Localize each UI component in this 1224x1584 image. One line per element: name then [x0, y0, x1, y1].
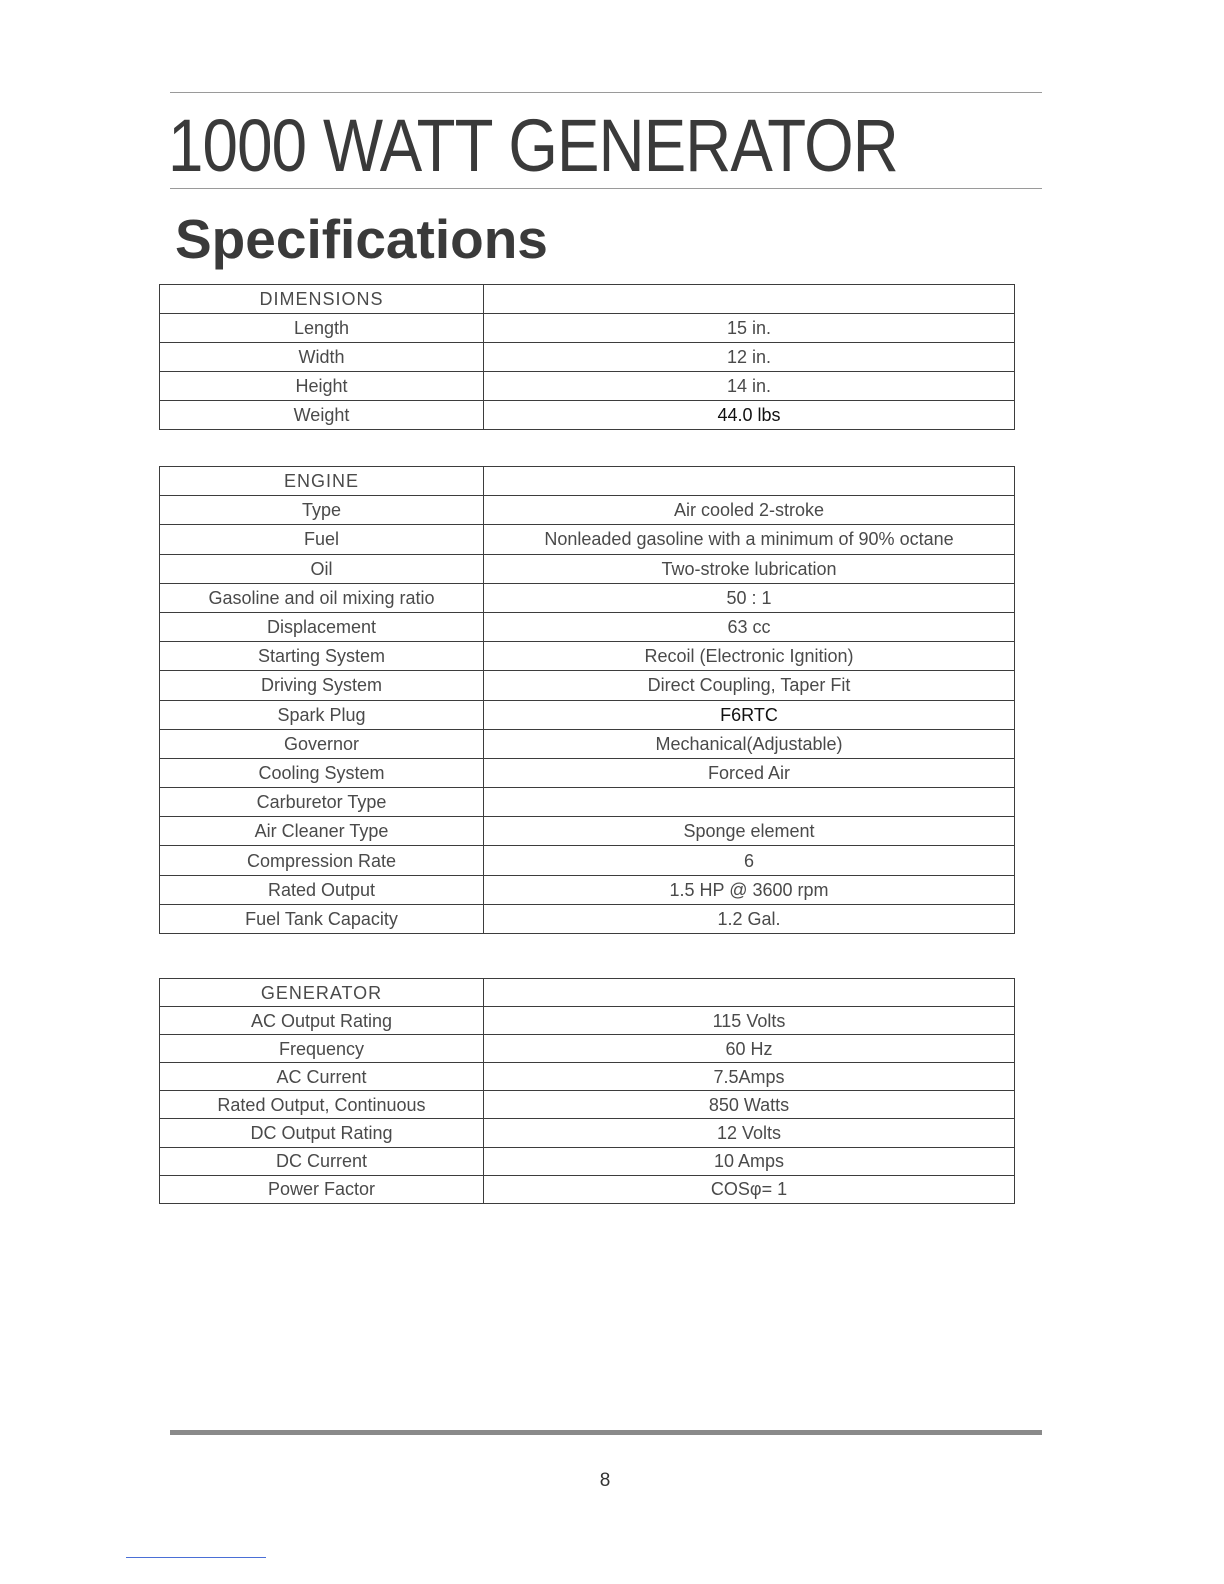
spec-value: 12 Volts — [484, 1119, 1015, 1147]
spec-value: Forced Air — [484, 758, 1015, 787]
table-row — [160, 496, 1015, 525]
spec-label: Governor — [160, 729, 484, 758]
spec-label: Fuel — [160, 525, 484, 554]
spec-value: Nonleaded gasoline with a minimum of 90% octane — [484, 525, 1015, 554]
spec-value: Sponge element — [484, 817, 1015, 846]
table-row — [160, 372, 1015, 401]
table-row — [160, 1147, 1015, 1175]
spec-label: Displacement — [160, 612, 484, 641]
spec-label: Rated Output, Continuous — [160, 1091, 484, 1119]
spec-value: F6RTC — [484, 700, 1015, 729]
spec-value: 1.5 HP @ 3600 rpm — [484, 875, 1015, 904]
spec-label: Type — [160, 496, 484, 525]
spec-label: Rated Output — [160, 875, 484, 904]
table-row — [160, 817, 1015, 846]
spec-value: 850 Watts — [484, 1091, 1015, 1119]
spec-value: 60 Hz — [484, 1035, 1015, 1063]
heading-value-cell — [484, 285, 1015, 314]
top-rule — [170, 92, 1042, 93]
table-row — [160, 401, 1015, 430]
spec-value: 10 Amps — [484, 1147, 1015, 1175]
table-row — [160, 904, 1015, 933]
table-row — [160, 1063, 1015, 1091]
spec-value: Air cooled 2-stroke — [484, 496, 1015, 525]
spec-value: 15 in. — [484, 314, 1015, 343]
spec-label: Gasoline and oil mixing ratio — [160, 583, 484, 612]
table-row — [160, 1007, 1015, 1035]
spec-label: Power Factor — [160, 1175, 484, 1203]
spec-value: Recoil (Electronic Ignition) — [484, 642, 1015, 671]
spec-value — [484, 788, 1015, 817]
table-row — [160, 758, 1015, 787]
spec-value: 50 : 1 — [484, 583, 1015, 612]
table-row — [160, 314, 1015, 343]
generator-heading: GENERATOR — [160, 979, 484, 1007]
title-underline-rule — [170, 188, 1042, 189]
spec-label: Width — [160, 343, 484, 372]
spec-label: Oil — [160, 554, 484, 583]
table-row — [160, 788, 1015, 817]
table-row — [160, 729, 1015, 758]
spec-label: Compression Rate — [160, 846, 484, 875]
table-row — [160, 343, 1015, 372]
generator-table — [159, 978, 1015, 1204]
heading-value-cell — [484, 979, 1015, 1007]
table-row — [160, 1091, 1015, 1119]
spec-label: AC Current — [160, 1063, 484, 1091]
spec-label: Length — [160, 314, 484, 343]
table-row — [160, 846, 1015, 875]
spec-label: Carburetor Type — [160, 788, 484, 817]
engine-heading: ENGINE — [160, 467, 484, 496]
spec-label: AC Output Rating — [160, 1007, 484, 1035]
table-row — [160, 1119, 1015, 1147]
spec-value: 6 — [484, 846, 1015, 875]
spec-label: Cooling System — [160, 758, 484, 787]
table-row — [160, 612, 1015, 641]
spec-label: Weight — [160, 401, 484, 430]
table-row — [160, 525, 1015, 554]
spec-value: Direct Coupling, Taper Fit — [484, 671, 1015, 700]
page-title: 1000 WATT GENERATOR — [168, 104, 898, 187]
table-header-row — [160, 467, 1015, 496]
table-header-row — [160, 285, 1015, 314]
page-number: 8 — [599, 1470, 611, 1491]
bottom-rule — [170, 1430, 1042, 1435]
spec-value: 115 Volts — [484, 1007, 1015, 1035]
table-row — [160, 875, 1015, 904]
spec-label: Height — [160, 372, 484, 401]
spec-label: Fuel Tank Capacity — [160, 904, 484, 933]
table-row — [160, 700, 1015, 729]
table-row — [160, 1175, 1015, 1203]
dimensions-table — [159, 284, 1015, 430]
spec-value: 12 in. — [484, 343, 1015, 372]
spec-label: Spark Plug — [160, 700, 484, 729]
table-row — [160, 1035, 1015, 1063]
spec-value: COSφ= 1 — [484, 1175, 1015, 1203]
spec-label: DC Current — [160, 1147, 484, 1175]
table-row — [160, 642, 1015, 671]
table-header-row — [160, 979, 1015, 1007]
heading-value-cell — [484, 467, 1015, 496]
spec-value: 44.0 lbs — [484, 401, 1015, 430]
spec-label: Air Cleaner Type — [160, 817, 484, 846]
section-title: Specifications — [175, 208, 548, 270]
spec-label: Driving System — [160, 671, 484, 700]
spec-value: 14 in. — [484, 372, 1015, 401]
table-row — [160, 554, 1015, 583]
spec-value: 7.5Amps — [484, 1063, 1015, 1091]
dimensions-heading: DIMENSIONS — [160, 285, 484, 314]
table-row — [160, 583, 1015, 612]
spec-value: 63 cc — [484, 612, 1015, 641]
spec-value: 1.2 Gal. — [484, 904, 1015, 933]
spec-value: Two-stroke lubrication — [484, 554, 1015, 583]
spec-label: Frequency — [160, 1035, 484, 1063]
spec-value: Mechanical(Adjustable) — [484, 729, 1015, 758]
table-row — [160, 671, 1015, 700]
spec-label: Starting System — [160, 642, 484, 671]
spec-label: DC Output Rating — [160, 1119, 484, 1147]
scan-edge-line — [126, 1557, 266, 1558]
engine-table — [159, 466, 1015, 934]
